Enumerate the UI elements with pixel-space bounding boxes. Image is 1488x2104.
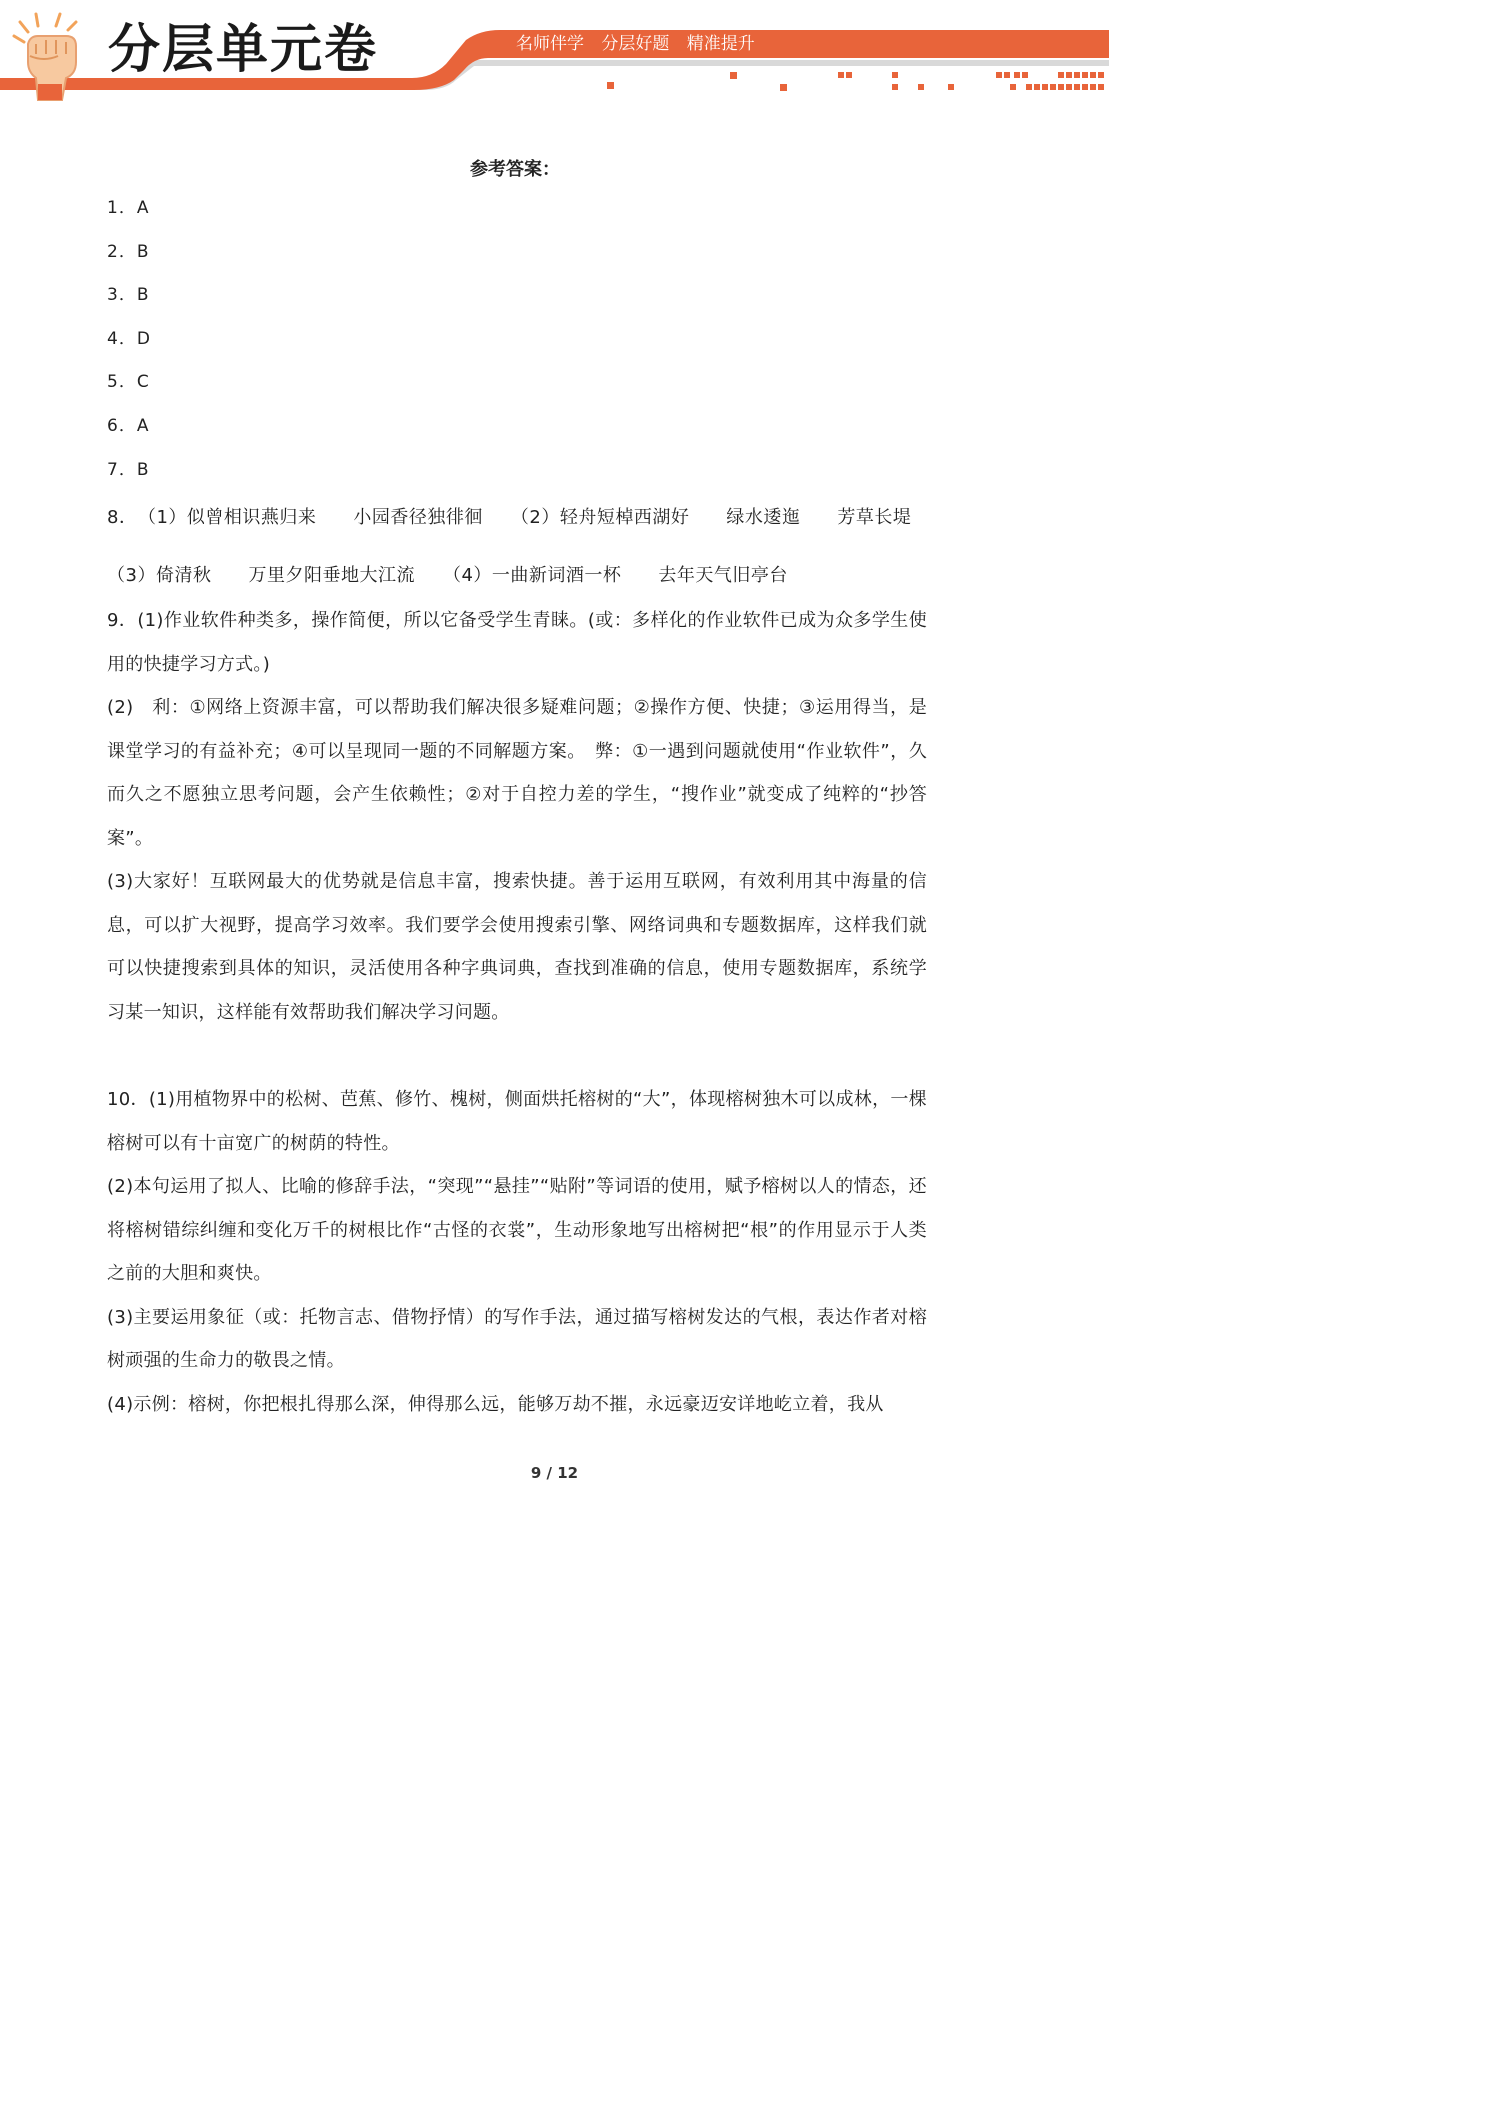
brand-title: 分层单元卷: [108, 20, 379, 80]
answer-10-part-2: (2)本句运用了拟人、比喻的修辞手法，“突现”“悬挂”“贴附”等词语的使用，赋予榕树以人的情态，还将榕树错综纠缠和变化万千的树根比作“古怪的衣裳”，生动形象地写出榕树把“根”的作用显示于人类之前的大胆和爽快。: [107, 1176, 927, 1285]
answer-9-part-2: (2) 利：①网络上资源丰富，可以帮助我们解决很多疑难问题；②操作方便、快捷；③运用得当，是课堂学习的有益补充；④可以呈现同一题的不同解题方案。 弊：①一遇到问题就使用“作业软件”，久而久之不愿独立思考问题，会产生依赖性；②对于自控力差的学生，“搜作业”就变成了纯粹的“抄答案”。: [107, 697, 927, 849]
answer-item-1: 1．A: [107, 198, 150, 218]
answer-item-8: 8． （1）似曾相识燕归来 小园香径独徘徊 （2）轻舟短棹西湖好 绿水逶迤 芳草长堤 （3）倚清秋 万里夕阳垂地大江流 （4）一曲新词酒一杯 去年天气旧亭台: [107, 507, 949, 587]
answer-document: [107, 150, 949, 1426]
answer-item-5: 5．C: [107, 372, 150, 393]
answer-10-part-3: (3)主要运用象征（或：托物言志、借物抒情）的写作手法，通过描写榕树发达的气根，表达作者对榕树顽强的生命力的敬畏之情。: [107, 1306, 927, 1372]
page-number: 9 / 12: [530, 1464, 579, 1482]
answer-item-3: 3．B: [107, 285, 150, 306]
answer-10-part-1: 10．(1)用植物界中的松树、芭蕉、修竹、槐树，侧面烘托榕树的“大”，体现榕树独木可以成林，一棵榕树可以有十亩宽广的树荫的特性。: [107, 1089, 927, 1154]
brand-slogan: 名师伴学 分层好题 精准提升: [516, 34, 755, 54]
header-banner: [0, 0, 1109, 110]
answer-item-7: 7．B: [107, 459, 150, 480]
answer-item-4: 4．D: [107, 328, 151, 349]
answer-item-6: 6．A: [107, 415, 150, 436]
answer-9-part-3: (3)大家好！互联网最大的优势就是信息丰富，搜索快捷。善于运用互联网，有效利用其中海量的信息，可以扩大视野，提高学习效率。我们要学会使用搜索引擎、网络词典和专题数据库，这样我们就可以快捷搜索到具体的知识，灵活使用各种字典词典，查找到准确的信息，使用专题数据库，系统学习某一知识，这样能有效帮助我们解决学习问题。: [107, 871, 927, 1023]
section-gap: [107, 1034, 927, 1078]
choice-answers: [107, 192, 927, 497]
answer-9-part-1: 9．(1)作业软件种类多，操作简便，所以它备受学生青睐。(或：多样化的作业软件已成为众多学生使用的快捷学习方式。): [107, 610, 927, 675]
answer-10-part-4: (4)示例：榕树，你把根扎得那么深，伸得那么远，能够万劫不摧，永远豪迈安详地屹立着，我从: [107, 1393, 884, 1415]
page-title: 参考答案：: [470, 159, 560, 180]
answer-item-2: 2．B: [107, 241, 150, 262]
